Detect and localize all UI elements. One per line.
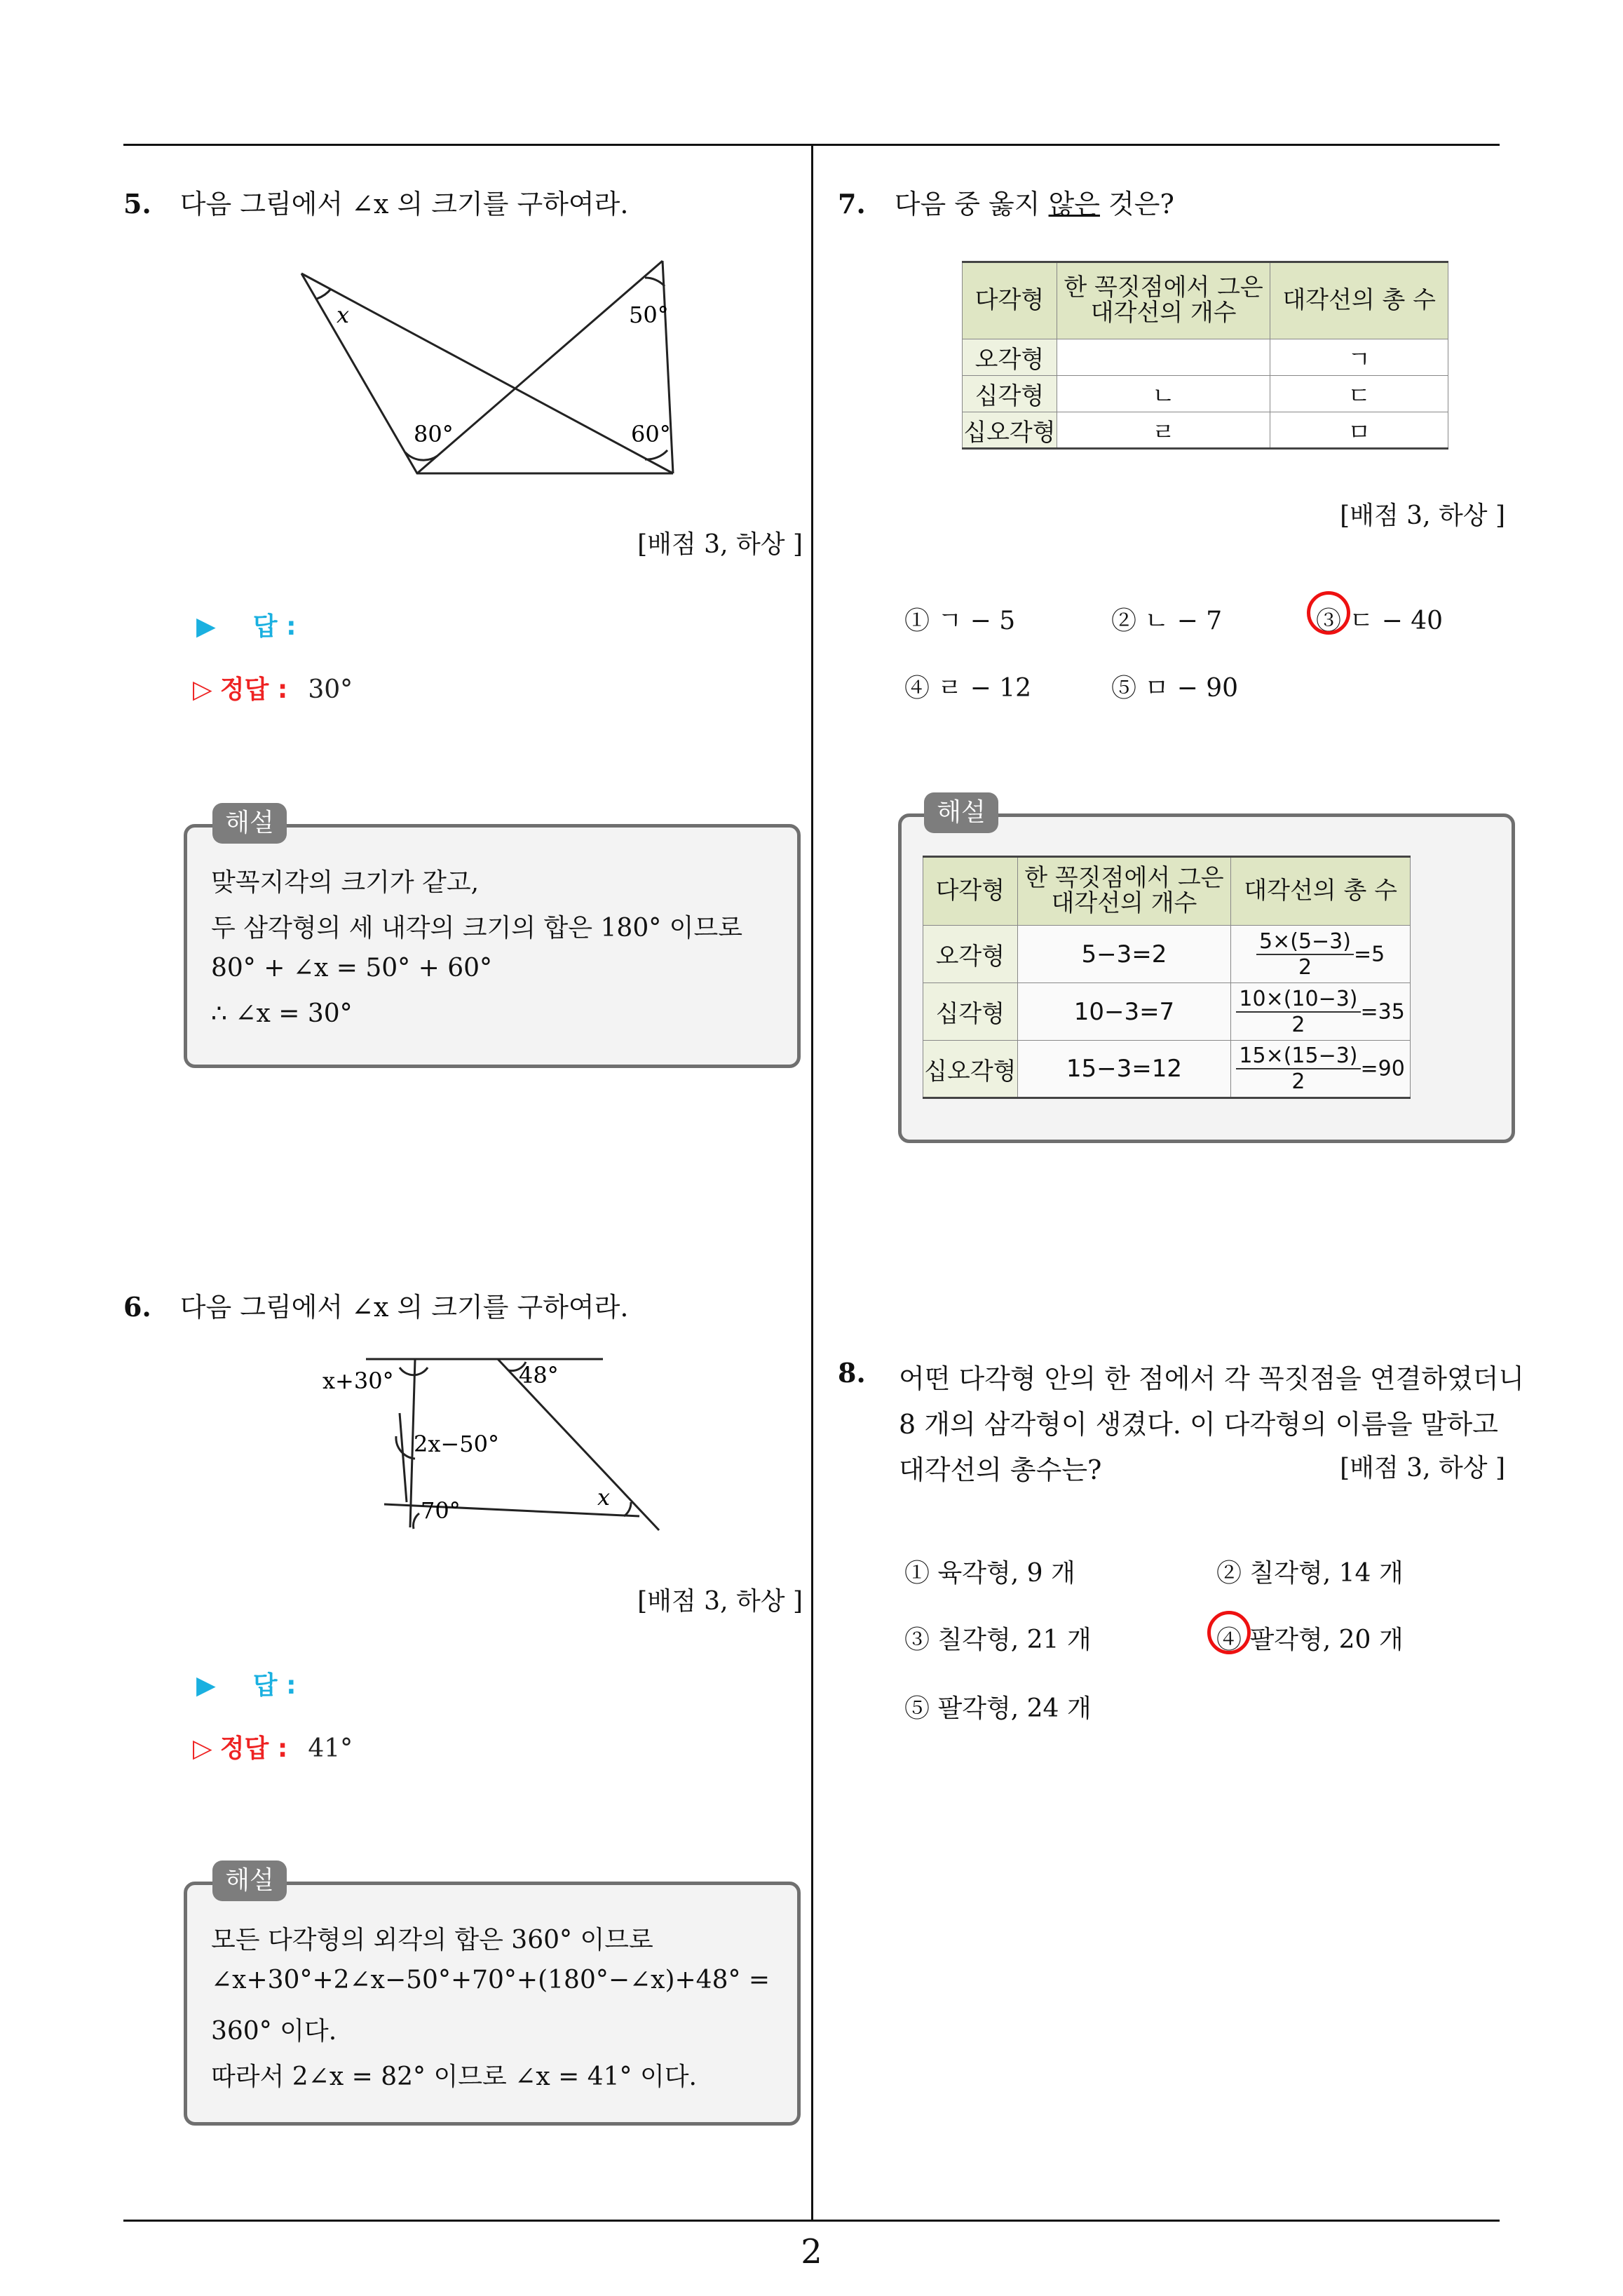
solution-row — [193, 670, 353, 705]
solution-label: 정답 : — [219, 1734, 288, 1763]
answer-label: 답 : — [252, 612, 297, 641]
explanation-box — [184, 1882, 801, 2126]
table-cell — [1057, 339, 1270, 376]
table-cell — [1231, 1041, 1411, 1098]
question-text: 어떤 다각형 안의 한 점에서 각 꼭짓점을 연결하였더니 — [899, 1363, 1525, 1394]
fraction-result: =90 — [1360, 1056, 1405, 1081]
question-text: 8 개의 삼각형이 생겼다. 이 다각형의 이름을 말하고 — [899, 1409, 1498, 1440]
figure-line — [400, 1413, 407, 1502]
angle-arc — [624, 1502, 631, 1516]
question-number: 5. — [123, 188, 151, 220]
table-cell: ㄱ — [1270, 339, 1448, 376]
answer-arrow-icon: ▶ — [196, 1671, 216, 1700]
question-meta: [배점 3, 하상 ] — [1340, 501, 1505, 530]
table-cell: 십오각형 — [963, 412, 1057, 449]
table-cell: 15−3=12 — [1017, 1041, 1231, 1098]
question-text: 다음 그림에서 ∠x 의 크기를 구하여라. — [179, 189, 629, 220]
table-cell — [1231, 926, 1411, 983]
question-6 — [123, 1285, 628, 1324]
explanation-tab: 해설 — [924, 792, 998, 833]
question-text: 다음 그림에서 ∠x 의 크기를 구하여라. — [179, 1292, 629, 1323]
table-cell: 오각형 — [923, 926, 1018, 983]
angle-label: x — [597, 1484, 611, 1511]
fraction: $\frac{15\times(15-3)}{2}$ — [1236, 1044, 1360, 1094]
option-1[interactable]: ① 육각형, 9 개 — [904, 1559, 1075, 1588]
table-cell: ㄴ — [1057, 376, 1270, 412]
explanation-tab: 해설 — [212, 803, 287, 844]
angle-arc — [317, 289, 331, 299]
explanation-line: 360° 이다. — [211, 2017, 337, 2046]
table-cell: 10−3=7 — [1017, 983, 1231, 1041]
question-meta: [배점 3, 하상 ] — [637, 530, 803, 559]
angle-label: x+30° — [322, 1368, 394, 1394]
answer-arrow-icon: ▶ — [196, 612, 216, 641]
angle-arc — [645, 450, 667, 459]
text-underlined: 않은 — [1048, 189, 1100, 220]
explanation-line: ∴ ∠x = 30° — [211, 999, 353, 1028]
solution-label: 정답 : — [219, 675, 288, 704]
text-part: 것은? — [1099, 189, 1174, 220]
table-header: 다각형 — [923, 857, 1018, 926]
angle-label: 50° — [629, 302, 669, 328]
selected-mark-icon — [1207, 1611, 1251, 1654]
table-cell: 오각형 — [963, 339, 1057, 376]
angle-arc — [405, 452, 437, 460]
fraction: $\frac{5\times(5-3)}{2}$ — [1256, 929, 1354, 980]
table-header: 대각선의 총 수 — [1231, 857, 1411, 926]
table-header: 한 꼭짓점에서 그은 대각선의 개수 — [1057, 262, 1270, 339]
question-number: 6. — [123, 1291, 151, 1323]
explanation-line: 맞꼭지각의 크기가 같고, — [211, 868, 480, 897]
fraction: $\frac{10\times(10-3)}{2}$ — [1236, 987, 1360, 1037]
table-cell — [1231, 983, 1411, 1041]
option-5[interactable]: ⑤ ㅁ − 90 — [1111, 674, 1239, 703]
explanation-line: ∠x+30°+2∠x−50°+70°+(180°−∠x)+48° = — [211, 1966, 770, 1994]
table-cell: 십각형 — [923, 983, 1018, 1041]
text-part: 다음 중 옳지 — [894, 189, 1049, 220]
option-2[interactable]: ② ㄴ − 7 — [1111, 607, 1223, 635]
table-cell: ㄹ — [1057, 412, 1270, 449]
explanation-line: 80° + ∠x = 50° + 60° — [211, 954, 493, 982]
table-header: 다각형 — [963, 262, 1057, 339]
explanation-line: 따라서 2∠x = 82° 이므로 ∠x = 41° 이다. — [211, 2062, 697, 2091]
solution-arrow-icon: ▷ — [193, 675, 212, 704]
table-cell: 십각형 — [963, 376, 1057, 412]
table-cell: 5−3=2 — [1017, 926, 1231, 983]
angle-arc — [645, 278, 665, 286]
option-3[interactable]: ③ 칠각형, 21 개 — [904, 1626, 1092, 1654]
angle-label: 80° — [414, 421, 454, 447]
explanation-line: 모든 다각형의 외각의 합은 360° 이므로 — [211, 1926, 653, 1954]
explanation-tab: 해설 — [212, 1861, 287, 1901]
figure-line — [417, 261, 663, 473]
table-cell: 십오각형 — [923, 1041, 1018, 1098]
question-text — [895, 189, 1174, 220]
solution-row — [193, 1729, 353, 1764]
question-7 — [838, 182, 1174, 221]
solution-table — [923, 856, 1411, 1099]
angle-arc — [414, 1513, 419, 1529]
q6-figure — [322, 1346, 673, 1543]
option-4[interactable]: ④ 팔각형, 20 개 — [1216, 1626, 1404, 1654]
explanation-box — [184, 824, 801, 1068]
option-3[interactable]: ③ ㄷ − 40 — [1316, 607, 1444, 635]
angle-label: 70° — [421, 1497, 461, 1524]
answer-label: 답 : — [252, 1671, 297, 1700]
page-number: 2 — [801, 2232, 822, 2271]
question-number: 7. — [838, 188, 866, 220]
option-1[interactable]: ① ㄱ − 5 — [904, 607, 1016, 635]
angle-label: 2x−50° — [414, 1431, 499, 1457]
angle-label: x — [337, 302, 350, 328]
option-4[interactable]: ④ ㄹ − 12 — [904, 674, 1032, 703]
explanation-box — [898, 813, 1515, 1143]
figure-line — [301, 274, 673, 473]
question-text: 대각선의 총수는? — [899, 1454, 1102, 1485]
table-cell: ㄷ — [1270, 376, 1448, 412]
answer-row — [196, 1666, 297, 1701]
table-cell: ㅁ — [1270, 412, 1448, 449]
table-header: 대각선의 총 수 — [1270, 262, 1448, 339]
q7-table — [962, 261, 1448, 450]
solution-value: 41° — [308, 1734, 353, 1763]
column-divider — [811, 144, 813, 2222]
question-number: 8. — [838, 1357, 866, 1389]
angle-label: 48° — [519, 1362, 559, 1389]
solution-arrow-icon: ▷ — [193, 1734, 212, 1763]
selected-mark-icon — [1307, 591, 1350, 635]
q5-figure — [280, 252, 701, 491]
question-5 — [123, 182, 628, 221]
question-meta: [배점 3, 하상 ] — [1340, 1454, 1505, 1483]
table-header: 한 꼭짓점에서 그은 대각선의 개수 — [1017, 857, 1231, 926]
solution-value: 30° — [308, 675, 353, 704]
bottom-rule — [123, 2220, 1500, 2222]
angle-label: 60° — [631, 421, 671, 447]
answer-row — [196, 607, 297, 642]
option-2[interactable]: ② 칠각형, 14 개 — [1216, 1559, 1404, 1588]
question-meta: [배점 3, 하상 ] — [637, 1587, 803, 1616]
fraction-result: =35 — [1360, 999, 1405, 1024]
explanation-line: 두 삼각형의 세 내각의 크기의 합은 180° 이므로 — [211, 914, 743, 943]
fraction-result: =5 — [1353, 942, 1385, 966]
option-5[interactable]: ⑤ 팔각형, 24 개 — [904, 1694, 1092, 1723]
